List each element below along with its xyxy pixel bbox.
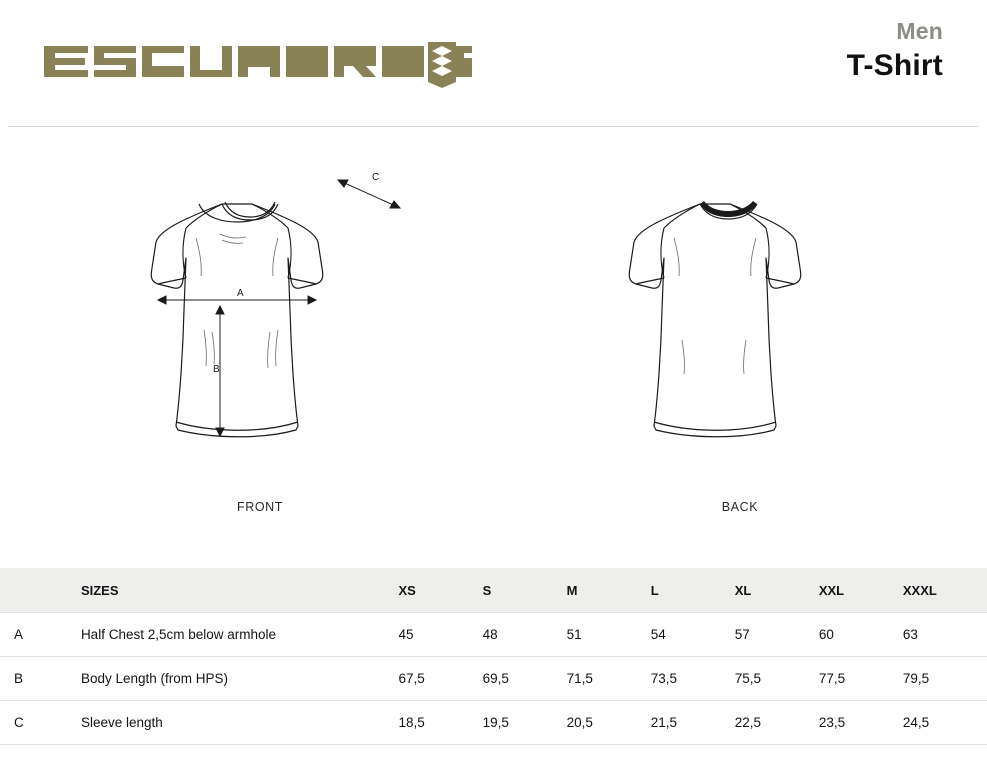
- dimension-c-label: C: [372, 172, 380, 183]
- dimension-b-label: B: [213, 364, 220, 375]
- tshirt-front-illustration: [100, 160, 420, 490]
- header-titles: [847, 18, 943, 84]
- size-table-body: [0, 613, 987, 745]
- header-kicker: Men: [896, 18, 943, 44]
- row-l: 21,5: [651, 701, 735, 745]
- dimension-a-label: A: [237, 288, 244, 299]
- figure-back-caption: BACK: [721, 500, 759, 514]
- row-l: 54: [651, 613, 735, 657]
- row-s: 69,5: [483, 657, 567, 701]
- table-row: [0, 701, 987, 745]
- table-header-row: [0, 568, 987, 613]
- size-table-head: [0, 568, 987, 613]
- header-divider: [9, 126, 978, 127]
- brand-logo: [42, 42, 472, 88]
- row-xxl: 23,5: [819, 701, 903, 745]
- row-key: A: [0, 613, 81, 657]
- garment-figures: [0, 160, 987, 540]
- figure-front-caption: FRONT: [236, 500, 284, 514]
- header-s: S: [483, 568, 567, 613]
- page-title: T-Shirt: [846, 49, 943, 82]
- row-desc: Body Length (from HPS): [81, 657, 399, 701]
- row-xs: 67,5: [399, 657, 483, 701]
- table-row: [0, 657, 987, 701]
- row-xs: 45: [399, 613, 483, 657]
- row-s: 19,5: [483, 701, 567, 745]
- row-key: B: [0, 657, 81, 701]
- figure-front: [100, 160, 420, 514]
- row-s: 48: [483, 613, 567, 657]
- header-sizes: SIZES: [81, 568, 399, 613]
- row-xxxl: 63: [903, 613, 987, 657]
- size-table-wrapper: [0, 568, 987, 745]
- header-xxxl: XXXL: [903, 568, 987, 613]
- header-m: M: [567, 568, 651, 613]
- row-xxl: 60: [819, 613, 903, 657]
- row-m: 20,5: [567, 701, 651, 745]
- row-xxxl: 79,5: [903, 657, 987, 701]
- row-m: 51: [567, 613, 651, 657]
- header-l: L: [651, 568, 735, 613]
- dimension-c-arrow: [338, 180, 400, 208]
- header-key: [0, 568, 81, 613]
- size-table: [0, 568, 987, 745]
- row-l: 73,5: [651, 657, 735, 701]
- tshirt-back-illustration: [590, 160, 890, 490]
- row-xs: 18,5: [399, 701, 483, 745]
- header-xs: XS: [399, 568, 483, 613]
- header-xxl: XXL: [819, 568, 903, 613]
- table-row: [0, 613, 987, 657]
- row-xxl: 77,5: [819, 657, 903, 701]
- row-xxxl: 24,5: [903, 701, 987, 745]
- row-desc: Sleeve length: [81, 701, 399, 745]
- figure-back: [590, 160, 890, 514]
- row-xl: 57: [735, 613, 819, 657]
- row-xl: 75,5: [735, 657, 819, 701]
- page-header: [0, 0, 987, 125]
- header-xl: XL: [735, 568, 819, 613]
- row-xl: 22,5: [735, 701, 819, 745]
- row-key: C: [0, 701, 81, 745]
- row-desc: Half Chest 2,5cm below armhole: [81, 613, 399, 657]
- row-m: 71,5: [567, 657, 651, 701]
